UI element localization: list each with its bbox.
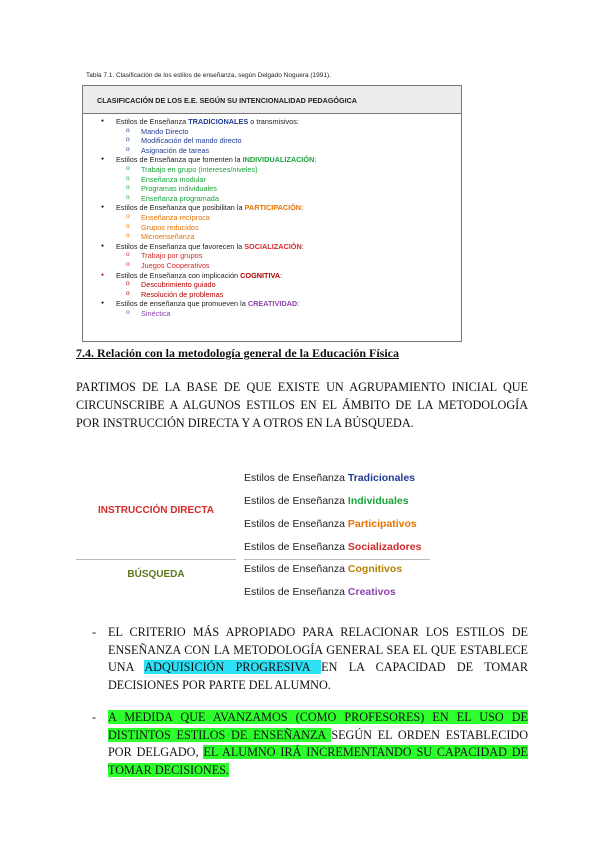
direct-instruction-label: INSTRUCCIÓN DIRECTA xyxy=(98,505,214,516)
category-socializacion: ● Estilos de Enseñanza que favorecen la SOCIALIZACIÓN: xyxy=(101,242,461,252)
category-cognitiva: ● Estilos de Enseñanza con implicación COGNITIVA: xyxy=(101,271,461,281)
category-individualizacion: ● Estilos de Enseñanza que fomenten la INDIVIDUALIZACIÓN: xyxy=(101,155,461,165)
methodology-table xyxy=(76,464,430,604)
style-item: o Descubrimiento guiado xyxy=(101,280,461,290)
direct-instruction-cell xyxy=(76,464,236,560)
style-row: Estilos de Enseñanza Tradicionales xyxy=(244,472,416,484)
highlighted-text: ADQUISICIÓN PROGRESIVA xyxy=(144,660,322,674)
table-caption: Tabla 7.1. Clasificación de los estilos de enseñanza, según Delgado Noguera (1991). xyxy=(86,72,331,79)
list-item: - EL CRITERIO MÁS APROPIADO PARA RELACIONAR LOS ESTILOS DE ENSEÑANZA CON LA METODOLOGÍA GENERAL SEA EL QUE ESTABLECE UNA ADQUISICIÓN PROGRESIVA EN LA CAPACIDAD DE TOMAR DECISIONES POR PARTE DEL ALUMNO. xyxy=(92,625,528,692)
search-cell xyxy=(76,559,236,604)
classification-table-body xyxy=(83,114,461,318)
category-tradicionales: ● Estilos de Enseñanza TRADICIONALES o transmisivos: xyxy=(101,117,461,127)
classification-table-header: CLASIFICACIÓN DE LOS E.E. SEGÚN SU INTENCIONALIDAD PEDAGÓGICA xyxy=(83,86,461,114)
table-divider xyxy=(244,559,430,560)
style-item: o Microenseñanza xyxy=(101,232,461,242)
style-item: o Juegos Cooperativos xyxy=(101,261,461,271)
dash-marker: - xyxy=(92,710,97,724)
classification-table xyxy=(82,85,462,342)
style-item: o Trabajo en grupo (intereses/niveles) xyxy=(101,165,461,175)
style-row: Estilos de Enseñanza Socializadores xyxy=(244,541,422,553)
style-row: Estilos de Enseñanza Cognitivos xyxy=(244,563,403,575)
category-creatividad: ● Estilos de enseñanza que promueven la CREATIVIDAD: xyxy=(101,299,461,309)
category-participacion: ● Estilos de Enseñanza que posibilitan la PARTICIPACIÓN: xyxy=(101,203,461,213)
style-row: Estilos de Enseñanza Creativos xyxy=(244,586,396,598)
style-row: Estilos de Enseñanza Participativos xyxy=(244,518,417,530)
style-item: o Asignación de tareas xyxy=(101,146,461,156)
intro-paragraph: PARTIMOS DE LA BASE DE QUE EXISTE UN AGRUPAMIENTO INICIAL QUE CIRCUNSCRIBE A ALGUNOS ESTILOS EN EL ÁMBITO DE LA METODOLOGÍA POR INSTRUCCIÓN DIRECTA Y A OTROS EN LA BÚSQUEDA. xyxy=(76,380,528,430)
style-item: o Programas individuales xyxy=(101,184,461,194)
style-item: o Enseñanza programada xyxy=(101,194,461,204)
style-item: o Enseñanza recíproca xyxy=(101,213,461,223)
bullet-list xyxy=(92,624,528,794)
highlighted-text: A MEDIDA QUE AVANZAMOS (COMO PROFESORES) EN EL USO DE DISTINTOS ESTILOS DE ENSEÑANZA xyxy=(108,710,528,742)
style-item: o Modificación del mando directo xyxy=(101,136,461,146)
style-item: o Resolución de problemas xyxy=(101,290,461,300)
section-heading: 7.4. Relación con la metodología general de la Educación Física xyxy=(76,346,399,360)
list-item: - A MEDIDA QUE AVANZAMOS (COMO PROFESORES) EN EL USO DE DISTINTOS ESTILOS DE ENSEÑANZA SEGÚN EL ORDEN ESTABLECIDO POR DELGADO, EL ALUMNO IRÁ INCREMENTANDO SU CAPACIDAD DE TOMAR DECISIONES. xyxy=(92,710,528,777)
style-row: Estilos de Enseñanza Individuales xyxy=(244,495,409,507)
style-item: o Mando Directo xyxy=(101,127,461,137)
style-item: o Sinéctica xyxy=(101,309,461,319)
style-item: o Enseñanza modular xyxy=(101,175,461,185)
search-label: BÚSQUEDA xyxy=(127,569,185,580)
highlighted-text: EL ALUMNO IRÁ INCREMENTANDO SU CAPACIDAD DE TOMAR DECISIONES. xyxy=(108,745,528,777)
dash-marker: - xyxy=(92,625,97,639)
style-item: o Grupos reducidos xyxy=(101,223,461,233)
style-item: o Trabajo por grupos xyxy=(101,251,461,261)
